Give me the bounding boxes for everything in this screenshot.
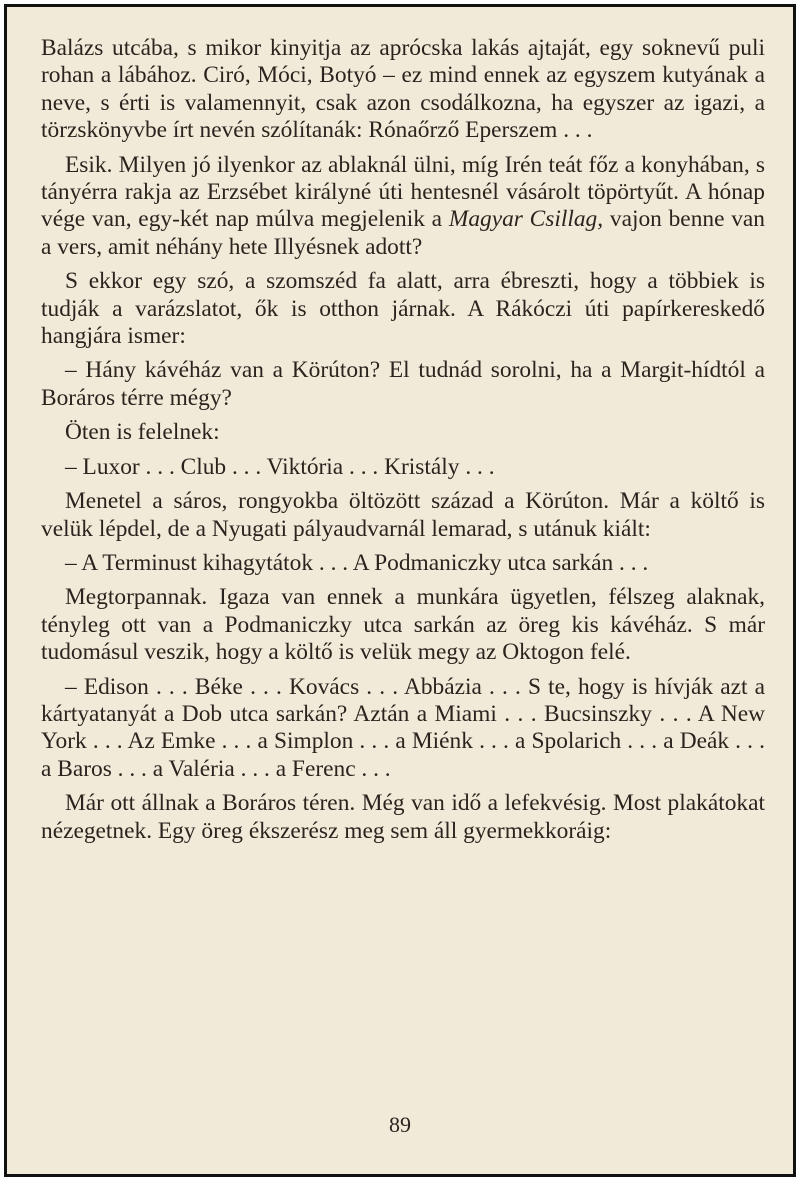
dialog-line-3: – A Terminust kihagytátok . . . A Podmaniczky utca sarkán . . . [65,549,649,576]
paragraph-2 [41,152,765,262]
dialog-line-1: – Hány kávéház van a Körúton? El tudnád sorolni, ha a Margit-hídtól a Boráros térre mégy? [41,357,765,411]
page-number: 89 [389,1112,411,1137]
dialog-line-4: – Edison . . . Béke . . . Kovács . . . Abbázia . . . S te, hogy is hívják azt a kártyatanyát a Dob utca sarkán? Aztán a Miami . . . Bucsinszky . . . A New York . . . Az Emke . . . a Simplon . . . a Miénk . . . a Spolarich . . . a Deák . . . a Baros . . . a Valéria . . . a Ferenc . . . [41,673,765,782]
page-body [41,35,765,852]
paragraph-11: Már ott állnak a Boráros téren. Még van idő a lefekvésig. Most plakátokat nézegetnek. Egy öreg ékszerész meg sem áll gyermekkoráig: [41,790,765,844]
dialog-line-2: – Luxor . . . Club . . . Viktória . . . Kristály . . . [65,453,495,480]
page-frame [4,4,796,1177]
paragraph-5: Öten is felelnek: [65,419,220,446]
paragraph-1: Balázs utcába, s mikor kinyitja az aprócska lakás ajtaját, egy soknevű puli rohan a lábához. Ciró, Móci, Botyó – ez mind ennek az egyszem kutyának a neve, s érti is valamennyit, csak azon csodálkozna, ha egyszer az igazi, a törzskönyvbe írt nevén szólítanák: Rónaőrző Eperszem . . . [41,35,765,144]
paragraph-2-part-a: Esik. Milyen jó ilyenkor az ablaknál ülni, míg Irén teát főz a konyhában, s tányérra rakja az Erzsébet királyné úti hentesnél vásárolt töpörtyűt. A hónap vége van, egy-két nap múlva megjelenik a [41,151,765,233]
paragraph-9: Megtorpannak. Igaza van ennek a munkára ügyetlen, félszeg alaknak, tényleg ott van a Podmaniczky utca sarkán az öreg kis kávéház. S már tudomásul veszik, hogy a költő is velük megy az Oktogon felé. [41,584,765,666]
paragraph-7: Menetel a sáros, rongyokba öltözött század a Körúton. Már a költő is velük lépdel, de a Nyugati pályaudvarnál lemarad, s utánuk kiált: [41,488,765,542]
magazine-title: Magyar Csillag, [448,206,604,233]
paragraph-2-part-b: vajon benne van a vers, amit néhány hete Illyésnek adott? [41,206,766,260]
paragraph-3: S ekkor egy szó, a szomszéd fa alatt, arra ébreszti, hogy a többiek is tudják a varázslatot, ők is otthon járnak. A Rákóczi úti papírkereskedő hangjára ismer: [41,268,765,350]
